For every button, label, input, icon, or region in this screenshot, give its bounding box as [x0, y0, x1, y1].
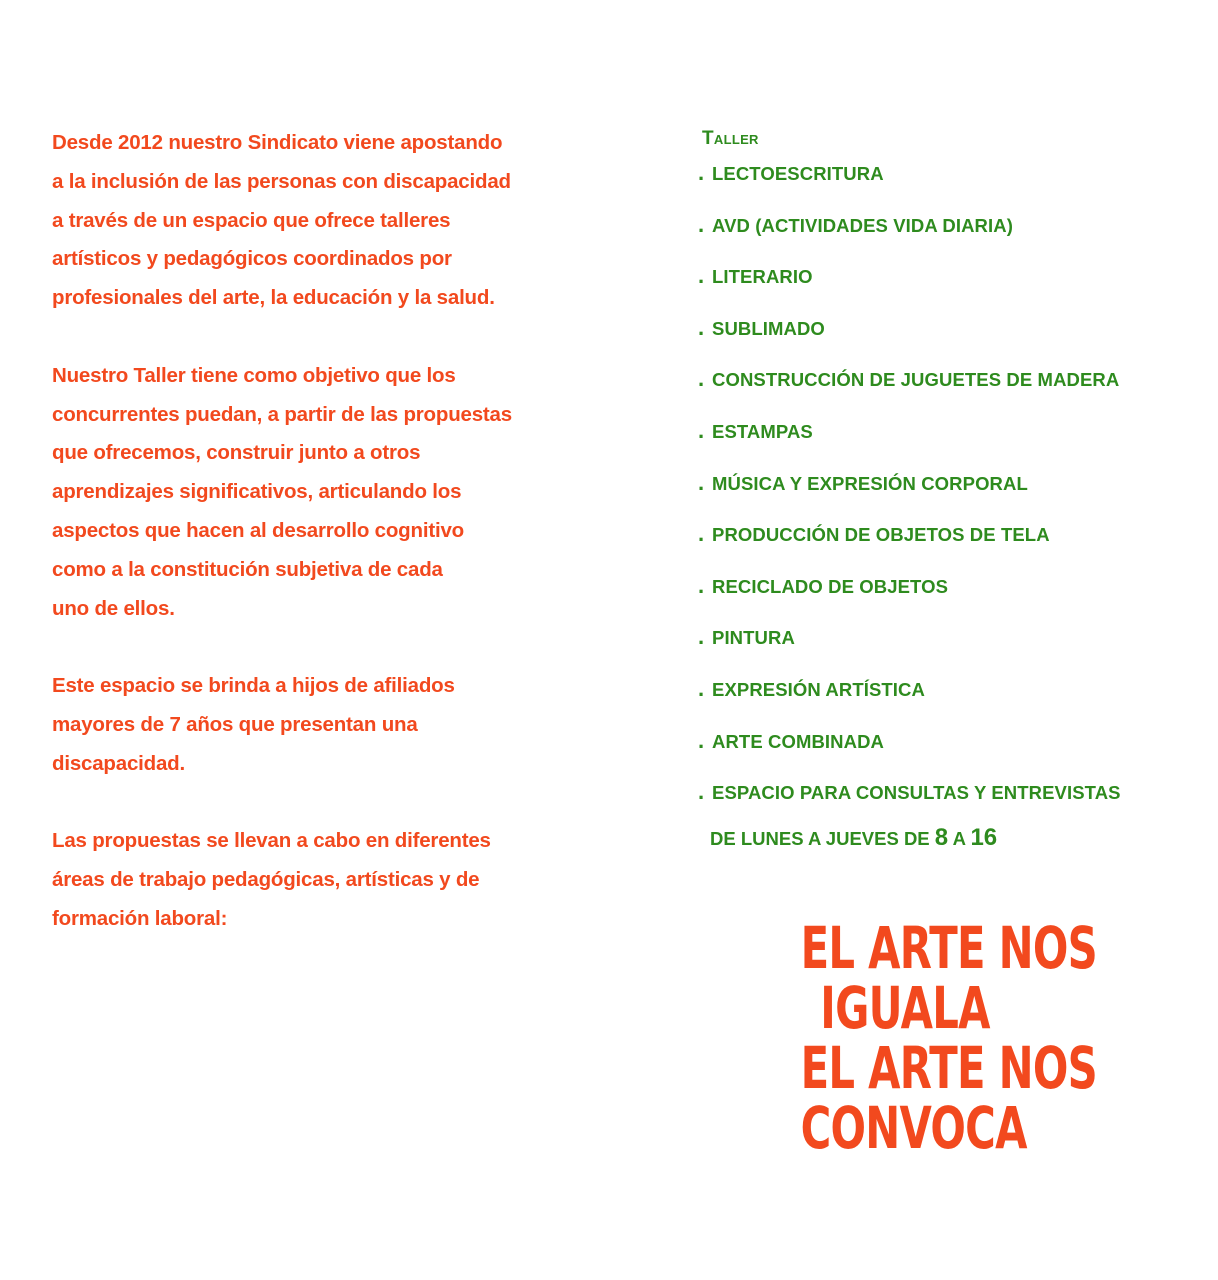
workshop-item [698, 571, 1178, 623]
workshop-item-label: LECTOESCRITURA [712, 163, 884, 184]
workshop-item-label: MÚSICA Y EXPRESIÓN CORPORAL [712, 472, 1028, 494]
slogan-line: CONVOCA [800, 1094, 1027, 1162]
slogan-line: EL ARTE NOS [800, 914, 1098, 982]
workshop-title: Taller [702, 128, 759, 149]
workshop-column [698, 120, 1178, 854]
paragraph-audience: Este espacio se brinda a hijos de afiliados mayores de 7 años que presentan una discapacidad. [52, 674, 455, 775]
workshop-item [698, 313, 1178, 365]
workshop-item-label: ESPACIO PARA CONSULTAS Y ENTREVISTAS [712, 782, 1121, 804]
bullet-icon: . [698, 211, 705, 237]
schedule-end-hour: 16 [970, 823, 998, 851]
workshop-item [698, 468, 1178, 520]
paragraph-objective: Nuestro Taller tiene como objetivo que los concurrentes puedan, a partir de las propuestas que ofrecemos, construir junto a otros aprendizajes significativos, articulando los aspectos que hacen al desarrollo cognitivo como a la constitución subjetiva de cada uno de ellos. [52, 363, 512, 620]
bullet-icon: . [698, 675, 705, 701]
paragraph-intro: Desde 2012 nuestro Sindicato viene apostando a la inclusión de las personas con discapacidad a través de un espacio que ofrece talleres artísticos y pedagógicos coordinados por profesionales del arte, la educación y la salud. [52, 131, 511, 310]
workshop-item [698, 726, 1178, 778]
bullet-icon: . [698, 521, 705, 547]
workshop-item [698, 158, 1178, 210]
workshop-item-label: SUBLIMADO [712, 317, 825, 339]
workshop-item [698, 261, 1178, 313]
workshop-item [698, 622, 1178, 674]
workshop-item [698, 519, 1178, 571]
schedule-text: DE LUNES A JUEVES DE 8 A 16 [710, 823, 998, 851]
workshop-item [698, 364, 1178, 416]
slogan-line: EL ARTE NOS [800, 1034, 1098, 1102]
bullet-icon: . [698, 314, 705, 340]
bullet-icon: . [698, 366, 705, 392]
workshop-item [698, 777, 1178, 829]
workshop-item-label: CONSTRUCCIÓN DE JUGUETES DE MADERA [712, 369, 1120, 391]
intro-text-column [52, 124, 572, 978]
paragraph-areas: Las propuestas se llevan a cabo en diferentes áreas de trabajo pedagógicas, artísticas y de formación laboral: [52, 829, 491, 930]
bullet-icon: . [698, 160, 705, 185]
bullet-icon: . [698, 572, 705, 598]
bullet-icon: . [698, 727, 705, 753]
bullet-icon: . [698, 779, 705, 805]
schedule-start-hour: 8 [934, 823, 949, 851]
workshop-item-label: AVD (ACTIVIDADES VIDA DIARIA) [712, 214, 1013, 236]
workshop-item-label: EXPRESIÓN ARTÍSTICA [712, 678, 925, 700]
workshop-item-label: ESTAMPAS [712, 420, 813, 442]
workshop-item [698, 416, 1178, 468]
workshop-item-label: ARTE COMBINADA [712, 730, 885, 752]
workshop-list [698, 158, 1178, 829]
workshop-item [698, 210, 1178, 262]
bullet-icon: . [698, 417, 705, 443]
bullet-icon: . [698, 263, 705, 289]
workshop-item-label: PINTURA [712, 627, 795, 649]
slogan-line: IGUALA [820, 974, 990, 1042]
slogan [800, 914, 1098, 1162]
workshop-item-label: PRODUCCIÓN DE OBJETOS DE TELA [712, 524, 1050, 546]
workshop-item-label: RECICLADO DE OBJETOS [712, 575, 949, 597]
bullet-icon: . [698, 469, 705, 495]
workshop-item [698, 674, 1178, 726]
workshop-item-label: LITERARIO [712, 266, 813, 288]
bullet-icon: . [698, 624, 705, 650]
